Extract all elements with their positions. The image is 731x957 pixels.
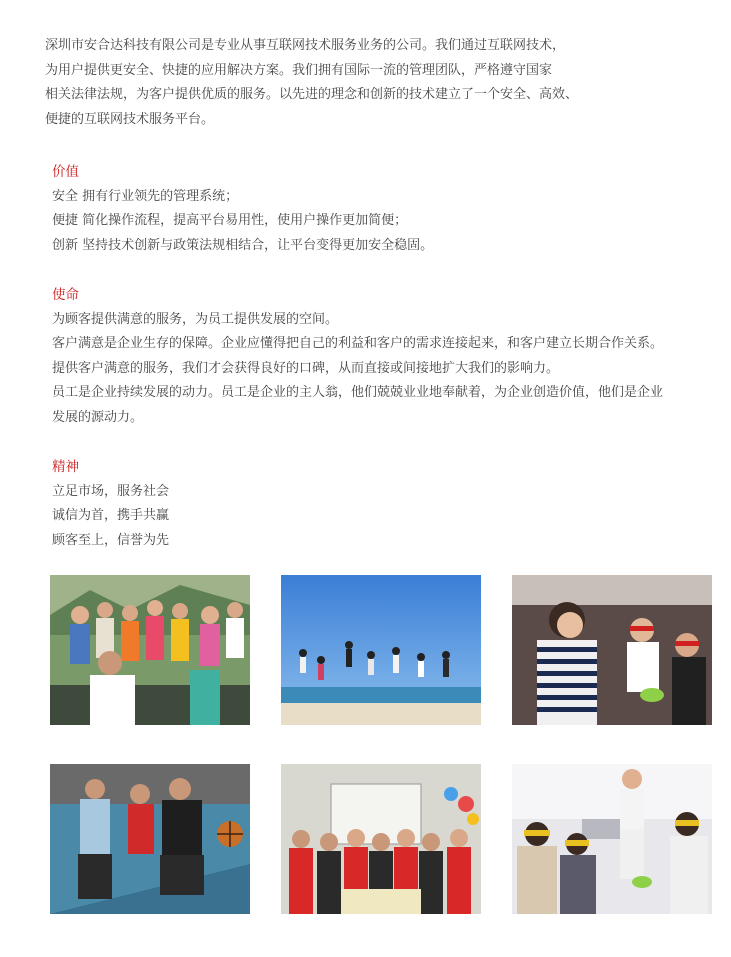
- values-section: [52, 160, 722, 258]
- spirit-section: [52, 455, 722, 553]
- intro-line: 为用户提供更安全、快捷的应用解决方案。我们拥有国际一流的管理团队，严格遵守国家: [45, 62, 553, 78]
- mission-line: 为顾客提供满意的服务，为员工提供发展的空间。: [52, 311, 339, 327]
- values-heading: 价值: [52, 164, 79, 180]
- mission-section: [52, 283, 722, 430]
- intro-line: 相关法律法规，为客户提供优质的服务。以先进的理念和创新的技术建立了一个安全、高效、: [45, 87, 579, 102]
- blindfold-activity-photo: [512, 764, 712, 914]
- basketball-photo: [50, 764, 250, 914]
- beach-jump-photo: [281, 575, 481, 725]
- values-line: 便捷 简化操作流程，提高平台易用性，使用户操作更加简便；: [52, 213, 408, 228]
- spirit-heading: 精神: [52, 459, 79, 475]
- spirit-line: 顾客至上，信誉为先: [52, 532, 170, 548]
- blindfold-game-photo: [512, 575, 712, 725]
- company-intro: [45, 34, 645, 132]
- spirit-line: 立足市场，服务社会: [52, 483, 170, 499]
- mission-line: 发展的源动力。: [52, 409, 144, 425]
- indoor-group-photo: [281, 764, 481, 914]
- spirit-line: 诚信为首，携手共赢: [52, 508, 170, 523]
- intro-line: 便捷的互联网技术服务平台。: [45, 111, 215, 127]
- values-line: 安全 拥有行业领先的管理系统；: [52, 188, 239, 204]
- team-boat-photo: [50, 575, 250, 725]
- mission-line: 员工是企业持续发展的动力。员工是企业的主人翁，他们兢兢业业地奉献着，为企业创造价值，他们是企业: [52, 385, 664, 400]
- intro-line: 深圳市安合达科技有限公司是专业从事互联网技术服务业务的公司。我们通过互联网技术，: [45, 38, 566, 53]
- mission-line: 提供客户满意的服务，我们才会获得良好的口碑，从而直接或间接地扩大我们的影响力。: [52, 360, 560, 376]
- values-line: 创新 坚持技术创新与政策法规相结合，让平台变得更加安全稳固。: [52, 237, 434, 253]
- mission-heading: 使命: [52, 287, 79, 303]
- mission-line: 客户满意是企业生存的保障。企业应懂得把自己的利益和客户的需求连接起来，和客户建立长期合作关系。: [52, 336, 664, 351]
